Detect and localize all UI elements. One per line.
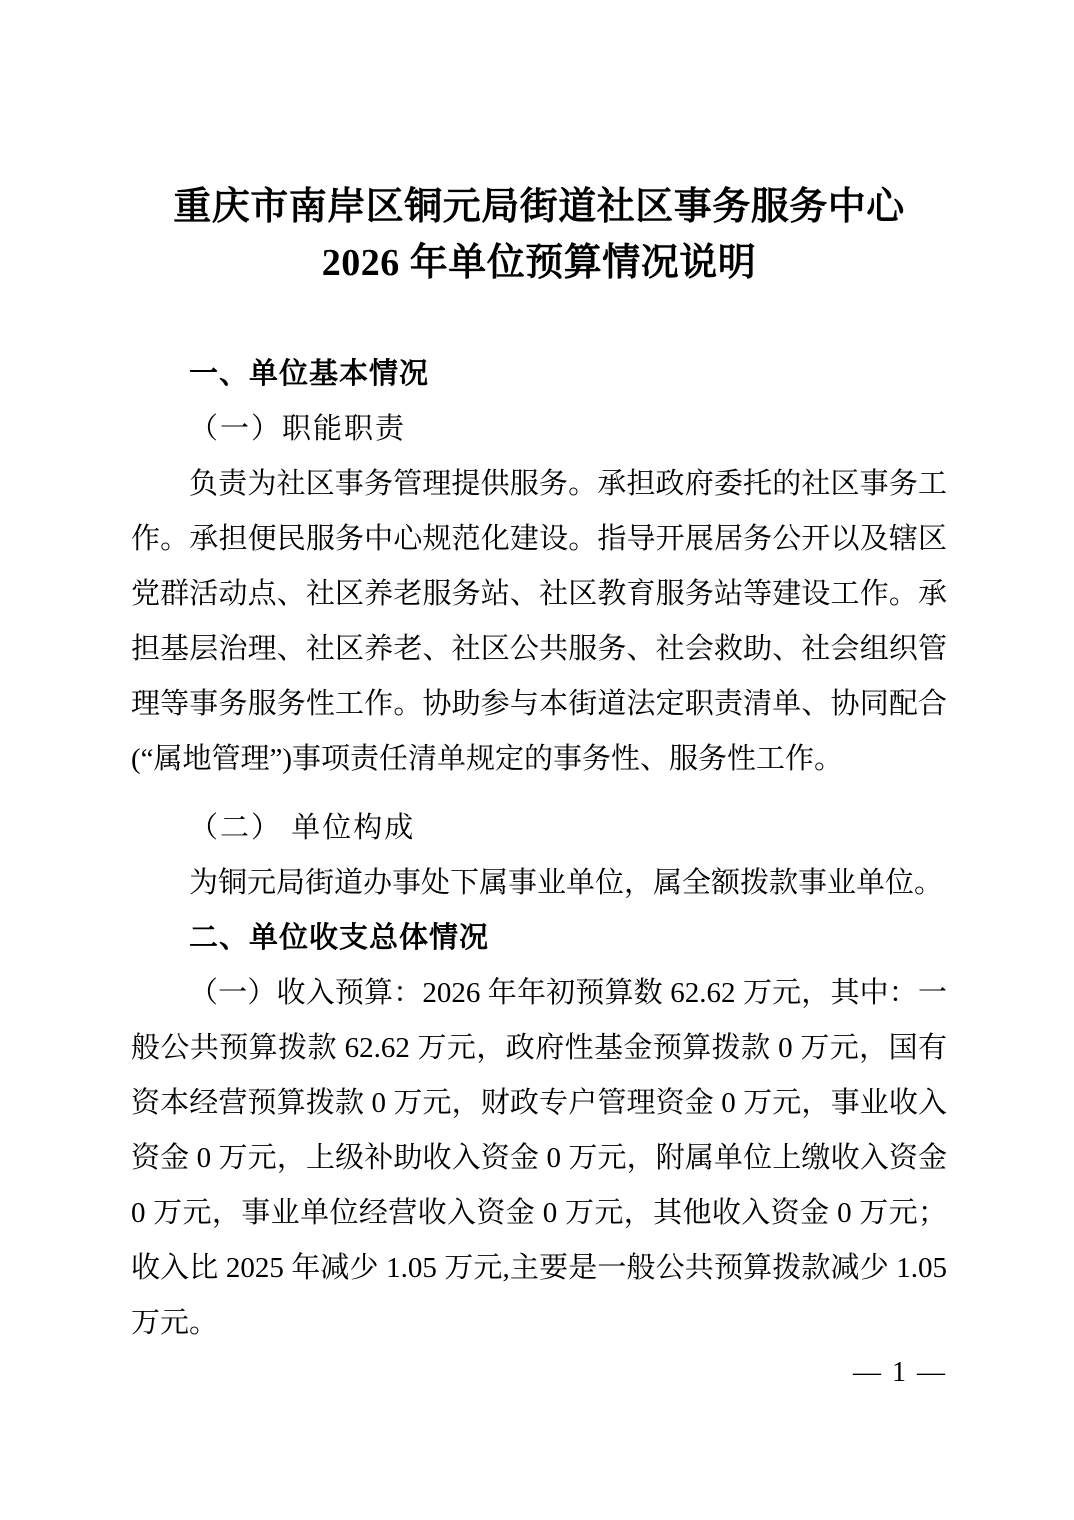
subsection-1-2-heading: （二） 单位构成 xyxy=(189,812,416,844)
page-number: — 1 — xyxy=(853,1357,947,1388)
document-title xyxy=(131,179,947,291)
body-line: 0 万元，事业单位经营收入资金 0 万元，其他收入资金 0 万元； xyxy=(131,1197,947,1229)
body-line: (“属地管理”)事项责任清单规定的事务性、服务性工作。 xyxy=(131,743,844,775)
body-line: 资本经营预算拨款 0 万元，财政专户管理资金 0 万元，事业收入 xyxy=(131,1087,947,1119)
body-line: （一）收入预算：2026 年年初预算数 62.62 万元，其中：一 xyxy=(189,977,947,1009)
document-title-line-2: 2026 年单位预算情况说明 xyxy=(321,242,757,284)
body-line: 收入比 2025 年减少 1.05 万元,主要是一般公共预算拨款减少 1.05 xyxy=(131,1252,947,1284)
paragraph-duties xyxy=(131,457,947,787)
paragraph-revenue-budget xyxy=(131,966,947,1351)
body-line: 理等事务服务性工作。协助参与本街道法定职责清单、协同配合 xyxy=(131,688,947,720)
body-line: 万元。 xyxy=(131,1307,219,1339)
document-title-line-1: 重庆市南岸区铜元局街道社区事务服务中心 xyxy=(173,186,905,228)
body-line: 作。承担便民服务中心规范化建设。指导开展居务公开以及辖区 xyxy=(131,523,947,555)
body-line: 资金 0 万元，上级补助收入资金 0 万元，附属单位上缴收入资金 xyxy=(131,1142,947,1174)
paragraph-composition xyxy=(131,856,947,911)
document-content xyxy=(131,179,947,1351)
body-line: 担基层治理、社区养老、社区公共服务、社会救助、社会组织管 xyxy=(131,633,947,665)
section-1-heading: 一、单位基本情况 xyxy=(189,358,430,390)
body-line: 为铜元局街道办事处下属事业单位，属全额拨款事业单位。 xyxy=(189,867,944,899)
subsection-1-1-heading: （一）职能职责 xyxy=(189,413,407,445)
body-line: 负责为社区事务管理提供服务。承担政府委托的社区事务工 xyxy=(189,468,947,500)
body-line: 党群活动点、社区养老服务站、社区教育服务站等建设工作。承 xyxy=(131,578,947,610)
body-line: 般公共预算拨款 62.62 万元，政府性基金预算拨款 0 万元，国有 xyxy=(131,1032,947,1064)
section-2-heading: 二、单位收支总体情况 xyxy=(189,922,490,954)
